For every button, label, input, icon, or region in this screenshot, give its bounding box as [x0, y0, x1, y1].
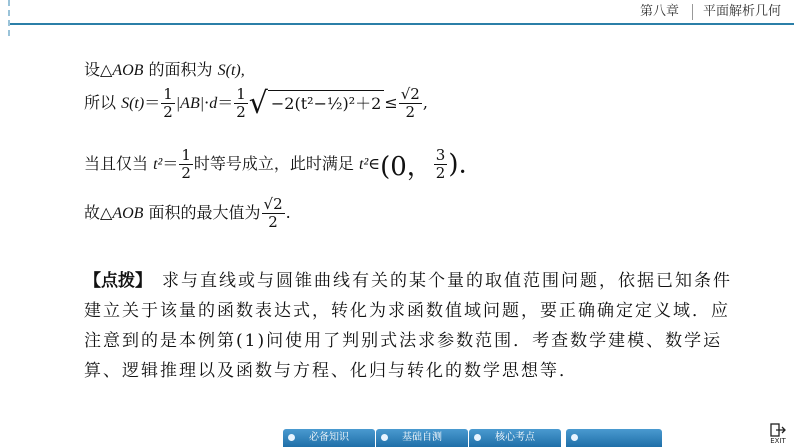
- bullet-icon: [381, 434, 388, 441]
- header-rule: [10, 23, 794, 25]
- header-divider: [692, 4, 693, 20]
- nav-button-essential-knowledge[interactable]: 必备知识: [283, 429, 375, 447]
- bullet-icon: [571, 434, 578, 441]
- fraction: $\frac{3}{2}$: [435, 146, 446, 182]
- solution-line-2: 所以 S(t)＝ $\frac{1}{2}$ |AB|·d＝ $\frac{1}{2}$ √ −2(t²−½)²＋2 ≤ $\frac{√2}{2}$ ,: [84, 85, 428, 121]
- header-left-mark: [0, 0, 10, 36]
- fraction: $\frac{√2}{2}$: [263, 195, 283, 231]
- exit-icon: [770, 423, 786, 437]
- tip-paragraph: [84, 266, 744, 386]
- bullet-icon: [288, 434, 295, 441]
- square-root: √ −2(t²−½)²＋2: [249, 89, 385, 119]
- nav-button-core-points[interactable]: 核心考点: [469, 429, 561, 447]
- solution-line-3: 当且仅当 t²＝ $\frac{1}{2}$ 时等号成立，此时满足 t²∈(0， $\frac{3}{2}$ ).: [84, 146, 467, 182]
- chapter-label: 第八章: [640, 4, 680, 19]
- fraction: $\frac{1}{2}$: [181, 146, 191, 182]
- nav-button-4[interactable]: [566, 429, 662, 447]
- fraction: $\frac{1}{2}$: [236, 85, 246, 121]
- solution-line-1: 设△AOB 的面积为 S(t),: [84, 60, 245, 79]
- tip-tag: 【点拨】: [84, 271, 152, 291]
- exit-button[interactable]: EXIT: [766, 423, 790, 447]
- bullet-icon: [474, 434, 481, 441]
- fraction: $\frac{1}{2}$: [163, 85, 173, 121]
- solution-line-4: 故△AOB 面积的最大值为 $\frac{√2}{2}$ .: [84, 195, 291, 231]
- nav-button-self-test[interactable]: 基础自测: [376, 429, 468, 447]
- section-label: 平面解析几何: [703, 4, 782, 19]
- tip-text: 求与直线或与圆锥曲线有关的某个量的取值范围问题，依据已知条件建立关于该量的函数表达式，转化为求函数值域问题，要正确确定定义域．应注意到的是本例第(1)问使用了判别式法求参数范围．考查数学建模、数学运算、逻辑推理以及函数与方程、化归与转化的数学思想等．: [84, 271, 732, 381]
- fraction: $\frac{√2}{2}$: [400, 85, 420, 121]
